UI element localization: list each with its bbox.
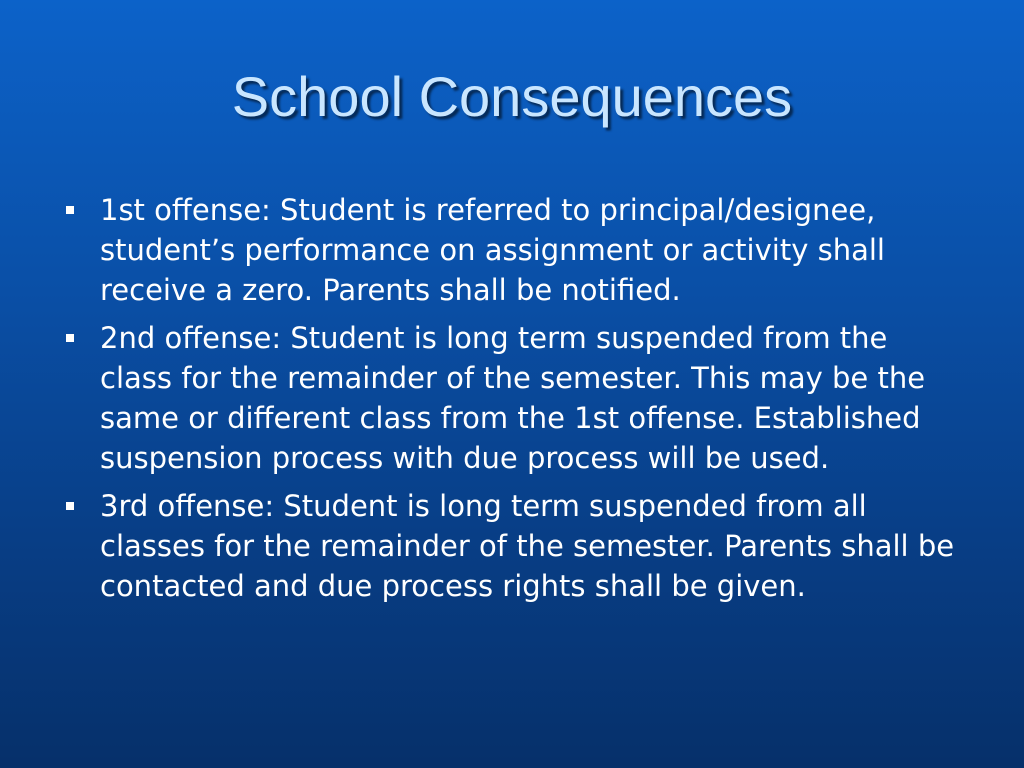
bullet-item-2 (62, 318, 962, 478)
bullet-text-1: 1st offense: Student is referred to principal/designee, student’s performance on assignment or activity shall receive a zero. Parents shall be notified. (100, 193, 885, 307)
square-bullet-icon (66, 334, 74, 342)
square-bullet-icon (66, 206, 74, 214)
bullet-item-1 (62, 190, 962, 310)
square-bullet-icon (66, 502, 74, 510)
bullet-list (62, 190, 962, 614)
bullet-item-3 (62, 486, 962, 606)
bullet-text-3: 3rd offense: Student is long term suspended from all classes for the remainder of the semester. Parents shall be contacted and due process rights shall be given. (100, 489, 955, 603)
bullet-text-2: 2nd offense: Student is long term suspended from the class for the remainder of the semester. This may be the same or different class from the 1st offense. Established suspension process with due process will be used. (100, 321, 926, 475)
slide-title: School Consequences (231, 65, 793, 128)
